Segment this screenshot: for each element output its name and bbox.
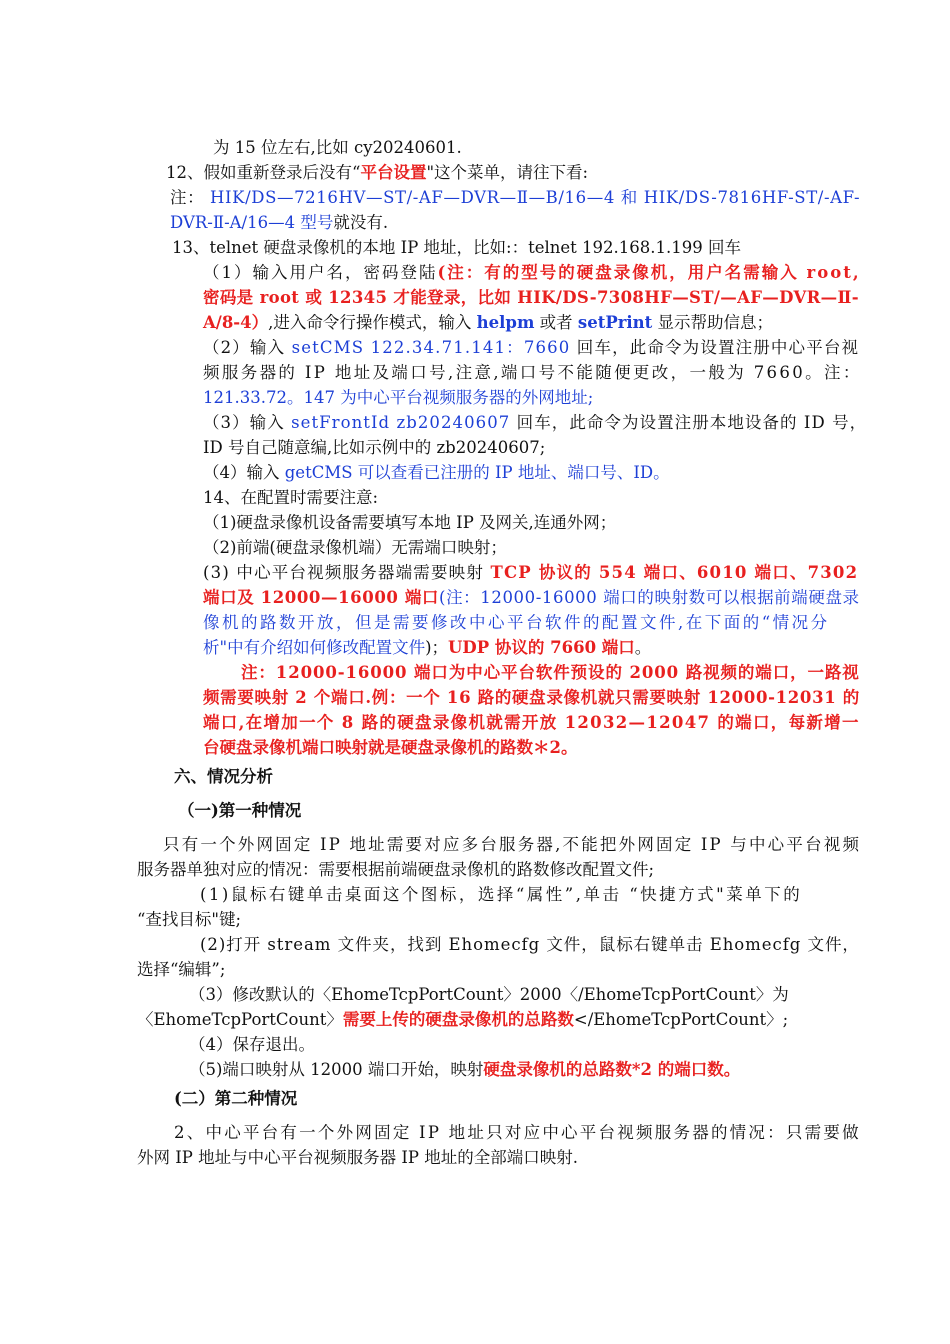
text-run: DVR-Ⅱ-A/16—4 型号 xyxy=(170,213,334,232)
text-line xyxy=(172,235,741,260)
text-run: （5)端口映射从 12000 端口开始，映射 xyxy=(189,1060,484,1079)
text-run: 像机的路数开放，但是需要修改中心平台软件的配置文件,在下面的“情况分 xyxy=(203,613,830,632)
text-run: setFrontId zb20240607 xyxy=(291,413,511,432)
text-line xyxy=(137,957,225,982)
text-line xyxy=(203,610,830,635)
text-run: 注：12000-16000 端口为中心平台软件预设的 2000 路视频的端口，一路视 xyxy=(241,663,860,682)
text-run: (注：有的型号的硬盘录像机，用户名需输入 root, xyxy=(437,263,861,282)
text-run: 14、在配置时需要注意: xyxy=(203,488,379,507)
text-line xyxy=(163,832,861,857)
text-line xyxy=(203,485,378,510)
text-run: “查找目标"键; xyxy=(137,910,242,929)
text-line xyxy=(203,385,593,410)
text-line xyxy=(203,360,862,385)
text-run: setPrint xyxy=(577,313,653,332)
text-line xyxy=(203,460,670,485)
text-run: ID 号自己随意编,比如示例中的 zb20240607; xyxy=(203,438,546,457)
text-run: )； xyxy=(425,638,449,657)
text-line xyxy=(174,764,273,789)
text-run: 为 15 位左右,比如 cy20240601. xyxy=(213,138,462,157)
text-line xyxy=(166,160,588,185)
text-run: 六、情况分析 xyxy=(174,767,273,786)
text-line xyxy=(203,410,867,435)
text-line xyxy=(170,185,860,210)
text-run: 平台设置 xyxy=(360,163,427,182)
text-run: 〈EhomeTcpPortCount〉 xyxy=(137,1010,343,1029)
text-run: 12、假如重新登录后没有“ xyxy=(166,163,361,182)
text-run: (1)鼠标右键单击桌面这个图标，选择“属性”,单击 “快捷方式"菜单下的 xyxy=(200,885,803,904)
text-line xyxy=(200,882,802,907)
text-line xyxy=(203,435,545,460)
text-run: 硬盘录像机的总路数*2 的端口数。 xyxy=(483,1060,741,1079)
text-run: setCMS 122.34.71.141：7660 xyxy=(291,338,571,357)
text-line xyxy=(178,798,301,823)
text-run: （2）输入 xyxy=(203,338,292,357)
text-run: （1）输入用户名，密码登陆 xyxy=(203,263,438,282)
text-line xyxy=(174,1086,297,1111)
text-run: 。 xyxy=(634,638,652,657)
text-run: 显示帮助信息； xyxy=(652,313,774,332)
text-line xyxy=(189,982,789,1007)
text-run: helpm xyxy=(476,313,535,332)
text-line xyxy=(137,907,241,932)
text-line xyxy=(137,857,654,882)
text-run: （3）输入 xyxy=(203,413,292,432)
text-line xyxy=(203,735,577,760)
text-line xyxy=(203,635,651,660)
text-run: 注： xyxy=(170,188,211,207)
text-line xyxy=(203,285,859,310)
text-line xyxy=(203,510,616,535)
text-run: （4）保存退出。 xyxy=(189,1035,315,1054)
text-run: getCMS 可以查看已注册的 IP 地址、端口号、ID。 xyxy=(284,463,670,482)
text-line xyxy=(241,660,860,685)
text-line xyxy=(213,135,462,160)
text-run: 频服务器的 IP 地址及端口号,注意,端口号不能随便更改，一般为 7660。注： xyxy=(203,363,862,382)
text-run: 只有一个外网固定 IP 地址需要对应多台服务器,不能把外网固定 IP 与中心平台视频 xyxy=(163,835,862,854)
text-run: 外网 IP 地址与中心平台视频服务器 IP 地址的全部端口映射. xyxy=(137,1148,578,1167)
text-run: 2、中心平台有一个外网固定 IP 地址只对应中心平台视频服务器的情况：只需要做 xyxy=(174,1123,861,1142)
text-run: 121.33.72。147 为中心平台视频服务器的外网地址; xyxy=(203,388,594,407)
text-run: 回车，此命令为设置注册本地设备的 ID 号， xyxy=(510,413,868,432)
text-line xyxy=(203,310,773,335)
text-line xyxy=(203,585,860,610)
text-line xyxy=(203,710,860,735)
text-run: 13、telnet 硬盘录像机的本地 IP 地址，比如:：telnet 192.168.1.199 回车 xyxy=(172,238,742,257)
text-run: 需要上传的硬盘录像机的总路数 xyxy=(342,1010,574,1029)
text-run: 台硬盘录像机端口映射就是硬盘录像机的路数＊2。 xyxy=(203,738,578,757)
text-run: (3) 中心平台视频服务器端需要映射 xyxy=(203,563,491,582)
text-run: TCP 协议的 554 端口、6010 端口、7302 xyxy=(490,563,859,582)
text-run: 选择“编辑”; xyxy=(137,960,226,979)
text-line xyxy=(203,335,859,360)
text-run: 析"中有介绍如何修改配置文件 xyxy=(203,638,426,657)
text-run: （4）输入 xyxy=(203,463,285,482)
text-run: ,进入命令行操作模式，输入 xyxy=(268,313,477,332)
text-run: （3）修改默认的〈EhomeTcpPortCount〉2000〈/EhomeTcpPortCount〉为 xyxy=(189,985,789,1004)
text-run: HIK/DS—7216HV—ST/-AF—DVR—Ⅱ—B/16—4 和 HIK/DS-7816HF-ST/-AF- xyxy=(210,188,861,207)
text-line xyxy=(174,1120,861,1145)
text-line xyxy=(203,685,860,710)
text-run: 回车，此命令为设置注册中心平台视 xyxy=(570,338,860,357)
text-run: 端口,在增加一个 8 路的硬盘录像机就需开放 12032—12047 的端口，每新增一 xyxy=(203,713,860,732)
text-run: (2)打开 stream 文件夹，找到 Ehomecfg 文件，鼠标右键单击 Ehomecfg 文件， xyxy=(200,935,860,954)
text-run: 密码是 root 或 12345 才能登录，比如 HIK/DS-7308HF—ST/—AF—DVR—Ⅱ- xyxy=(203,288,859,307)
text-line xyxy=(170,210,388,235)
text-run: 频需要映射 2 个端口.例：一个 16 路的硬盘录像机就只需要映射 12000-12031 的 xyxy=(203,688,860,707)
text-run: </EhomeTcpPortCount〉; xyxy=(573,1010,789,1029)
text-run: A/8-4） xyxy=(203,313,269,332)
text-run: （1)硬盘录像机设备需要填写本地 IP 及网关,连通外网； xyxy=(203,513,617,532)
text-run: UDP 协议的 7660 端口 xyxy=(448,638,635,657)
text-run: （2)前端(硬盘录像机端）无需端口映射； xyxy=(203,538,507,557)
text-run: 就没有. xyxy=(333,213,389,232)
text-run: （一)第一种情况 xyxy=(178,801,302,820)
text-run: 服务器单独对应的情况：需要根据前端硬盘录像机的路数修改配置文件; xyxy=(137,860,655,879)
text-run: "这个菜单，请往下看: xyxy=(426,163,589,182)
text-line xyxy=(189,1057,740,1082)
text-line xyxy=(203,535,507,560)
text-line xyxy=(200,932,860,957)
text-line xyxy=(189,1032,315,1057)
text-line xyxy=(203,560,858,585)
text-run: (二）第二种情况 xyxy=(174,1089,298,1108)
text-line xyxy=(137,1007,788,1032)
text-run: 端口及 12000—16000 端口 xyxy=(203,588,440,607)
text-run: 或者 xyxy=(534,313,578,332)
text-run: (注：12000-16000 端口的映射数可以根据前端硬盘录 xyxy=(439,588,860,607)
text-line xyxy=(203,260,861,285)
text-line xyxy=(137,1145,578,1170)
